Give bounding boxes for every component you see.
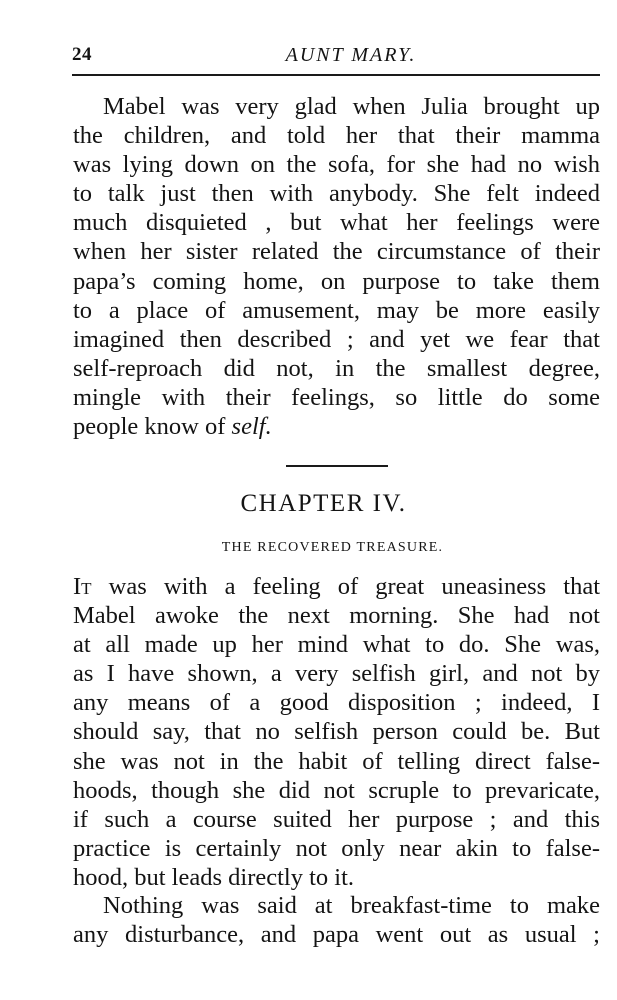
text-line: if such a course suited her purpose ; and this <box>73 805 600 833</box>
text-line-first <box>73 572 600 601</box>
running-title: AUNT MARY. <box>285 44 417 66</box>
running-head <box>72 42 600 72</box>
text-line: imagined then described ; and yet we fear that <box>73 325 600 353</box>
text-fragment: was with a feeling of great uneasiness that <box>91 573 600 600</box>
text-line: she was not in the habit of telling direct false- <box>73 747 600 775</box>
paragraph-3 <box>73 891 600 949</box>
page-number: 24 <box>72 44 92 65</box>
italic-word-self: self. <box>231 413 272 441</box>
opening-word: It <box>73 573 92 600</box>
text-line: any disturbance, and papa went out as usual ; <box>73 921 600 949</box>
section-divider <box>286 465 388 467</box>
text-line: at all made up her mind what to do. She was, <box>73 631 600 659</box>
text-line: papa’s coming home, on purpose to take them <box>73 267 600 295</box>
text-line: was lying down on the sofa, for she had no wish <box>73 151 600 179</box>
text-line-last: hood, but leads directly to it. <box>73 863 355 891</box>
text-line: much disquieted , but what her feelings were <box>73 209 600 237</box>
text-line-last <box>73 412 600 441</box>
text-line: Mabel awoke the next morning. She had not <box>73 602 600 630</box>
text-line: to talk just then with anybody. She felt indeed <box>73 180 600 208</box>
text-line: to a place of amusement, may be more easily <box>73 296 600 324</box>
header-rule <box>72 74 600 76</box>
chapter-subtitle: THE RECOVERED TREASURE. <box>221 540 444 555</box>
text-line: hoods, though she did not scruple to prevaricate, <box>73 776 600 804</box>
text-line: should say, that no selfish person could be. But <box>73 718 600 746</box>
paragraph-2 <box>73 572 600 892</box>
text-line: Mabel was very glad when Julia brought up <box>103 93 600 120</box>
text-line: any means of a good disposition ; indeed, I <box>73 689 600 717</box>
chapter-title: CHAPTER IV. <box>240 490 407 517</box>
text-line: as I have shown, a very selfish girl, and not by <box>73 660 600 688</box>
text-fragment: people know of <box>73 413 232 441</box>
text-line: when her sister related the circumstance of their <box>73 238 600 266</box>
paragraph-1 <box>73 92 600 441</box>
text-line: mingle with their feelings, so little do some <box>73 383 600 411</box>
text-line: practice is certainly not only near akin to false- <box>73 834 600 862</box>
text-line: Nothing was said at breakfast-time to make <box>103 892 600 919</box>
text-line: self-reproach did not, in the smallest degree, <box>73 354 600 382</box>
text-line: the children, and told her that their mamma <box>73 122 600 150</box>
